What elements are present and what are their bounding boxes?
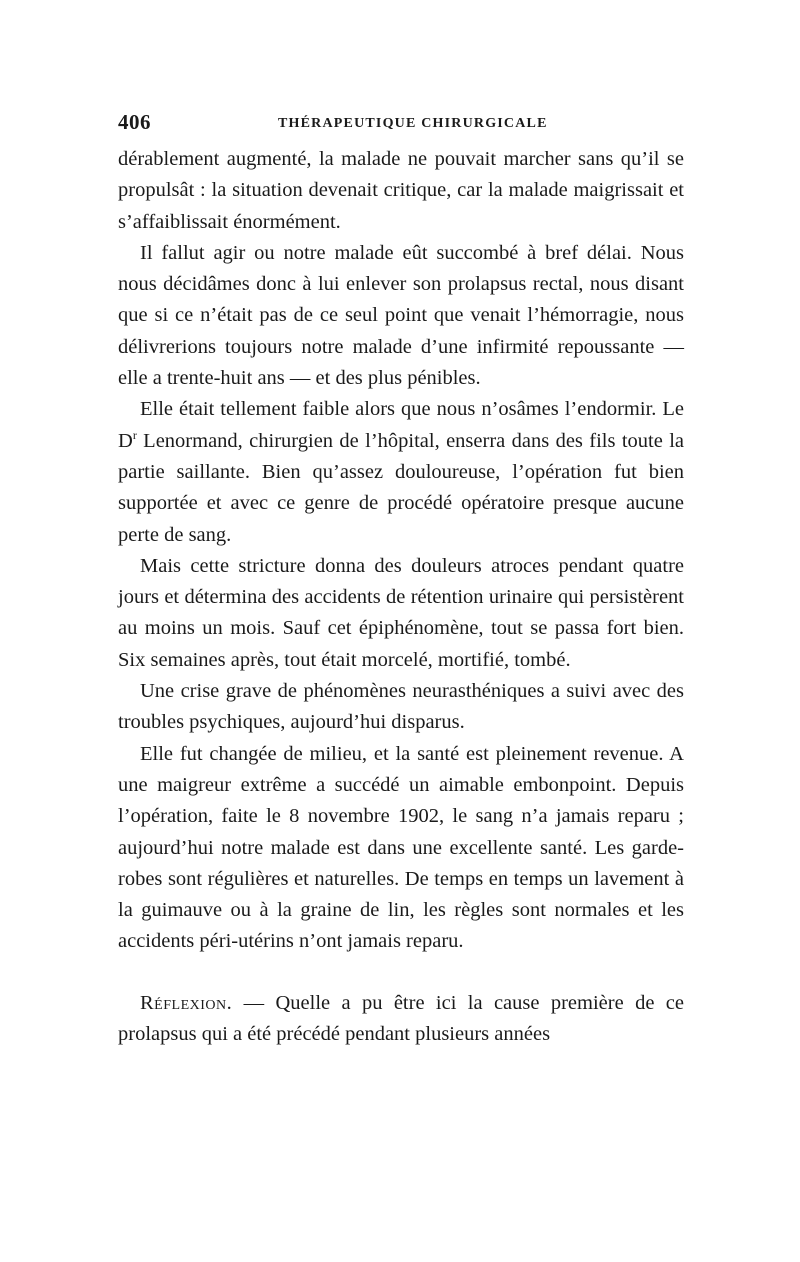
paragraph-neurasthenia: Une crise grave de phénomènes neurasthéniques a suivi avec des troubles psychiques, aujourd’hui disparus. <box>118 680 684 734</box>
reflexion-label: Réflexion. <box>140 991 233 1014</box>
surgery-text-start: Elle était tellement faible alors que nous n’osâmes l’endormir. Le D <box>118 398 684 452</box>
section-gap <box>118 958 684 988</box>
document-page <box>118 110 684 1050</box>
paragraph-complications: Mais cette stricture donna des douleurs atroces pendant quatre jours et détermina des accidents de rétention urinaire qui persistèrent au moins un mois. Sauf cet épiphénomène, tout se passa fort bien. Six semaines après, tout était morcelé, mortifié, tombé. <box>118 554 684 671</box>
page-header <box>118 110 684 144</box>
body-text <box>118 144 684 1050</box>
running-title: THÉRAPEUTIQUE CHIRURGICALE <box>278 116 548 131</box>
paragraph-reflexion <box>118 988 684 1051</box>
paragraph-operation-decision: Il fallut agir ou notre malade eût succombé à bref délai. Nous nous décidâmes donc à lui enlever son prolapsus rectal, nous disant que si ce n’était pas de ce seul point que venait l’hémorragie, nous délivrerions toujours notre malade d’une infirmité repoussante — elle a trente-huit ans — et des plus pénibles. <box>118 241 684 390</box>
doctor-abbrev-superscript: r <box>132 427 137 442</box>
paragraph-recovery: Elle fut changée de milieu, et la santé est pleinement revenue. A une maigreur extrême a succédé un aimable embonpoint. Depuis l’opération, faite le 8 novembre 1902, le sang n’a jamais reparu ; aujourd’hui notre malade est dans une excellente santé. Les garde-robes sont régulières et naturelles. De temps en temps un lavement à la guimauve ou à la graine de lin, les règles sont normales et les accidents péri-utérins n’ont jamais reparu. <box>118 742 684 953</box>
paragraph-surgery <box>118 394 684 550</box>
reflexion-text: — Quelle a pu être ici la cause première de ce prolapsus qui a été précédé pendant plusieurs années <box>118 991 684 1046</box>
paragraph-continuation: dérablement augmenté, la malade ne pouvait marcher sans qu’il se propulsât : la situation devenait critique, car la malade maigrissait et s’affaiblissait énormément. <box>118 148 684 233</box>
surgery-text-end: Lenormand, chirurgien de l’hôpital, enserra dans des fils toute la partie saillante. Bien qu’assez douloureuse, l’opération fut bien supportée et avec ce genre de procédé opératoire presque aucune perte de sang. <box>118 429 684 546</box>
page-number: 406 <box>118 110 151 134</box>
